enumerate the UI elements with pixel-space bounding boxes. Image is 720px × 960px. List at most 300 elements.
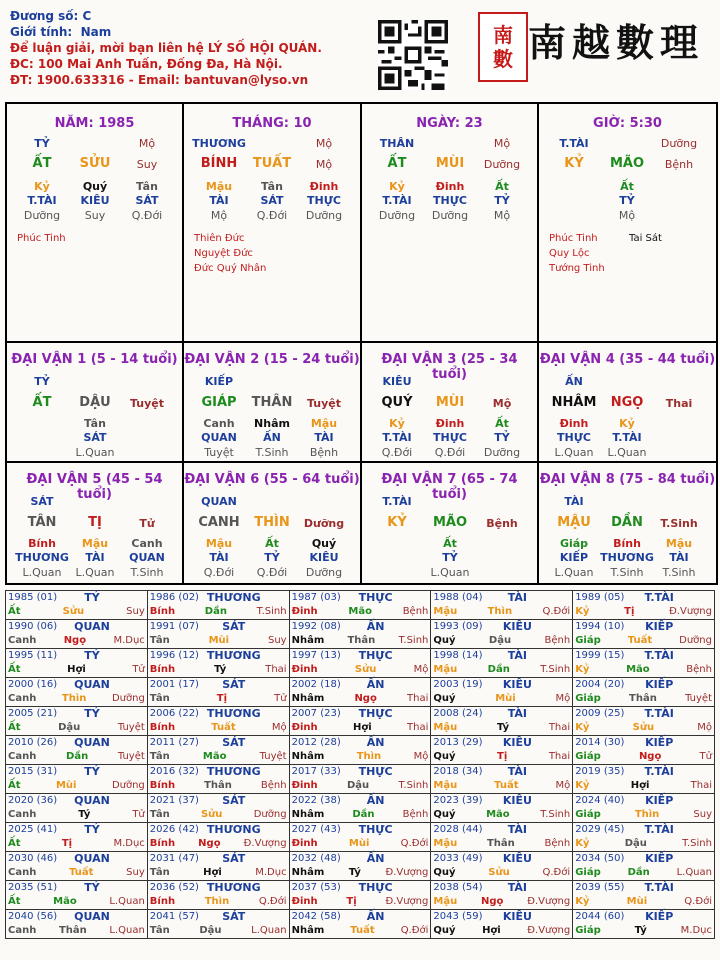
year-cell [6, 649, 148, 678]
year-stem: Giáp [575, 693, 601, 704]
dai-van-state: Mộ [492, 397, 512, 410]
year-ten-god: TỶ [84, 707, 100, 720]
hidden-stem: Bính [613, 537, 641, 550]
year-label: 2034 (50) [575, 853, 625, 864]
year-state: Bệnh [544, 635, 571, 646]
year-branch: Tý [634, 925, 647, 936]
year-branch: Dậu [346, 780, 370, 791]
hidden-state: T.Sinh [662, 566, 696, 579]
pillar-title: NĂM: 1985 [54, 116, 135, 131]
year-label: 2015 (31) [8, 766, 58, 777]
table-row [6, 649, 715, 678]
year-ten-god: THƯƠNG [206, 765, 261, 778]
year-cell [147, 881, 289, 910]
heavenly-stem: KỶ [387, 515, 407, 530]
hidden-state: T.Sinh [610, 566, 644, 579]
ten-god-top: T.TÀI [382, 495, 412, 508]
year-branch: Dần [204, 606, 227, 617]
year-cell [573, 707, 715, 736]
year-ten-god: ẤN [366, 736, 385, 749]
year-stem: Kỷ [575, 722, 590, 733]
year-state: Mộ [413, 751, 429, 762]
year-ten-god: T.TÀI [644, 707, 674, 720]
year-branch: Tuất [350, 925, 375, 936]
year-cell [147, 765, 289, 794]
year-branch: Tuất [494, 780, 519, 791]
year-ten-god: TỶ [84, 823, 100, 836]
year-ten-god: THƯƠNG [206, 591, 261, 604]
ten-god-top: THƯƠNG [192, 137, 246, 150]
year-label: 1986 (02) [149, 592, 199, 603]
hidden-stem: Mậu [310, 417, 338, 430]
year-state: Bệnh [402, 606, 429, 617]
hidden-god: TÀI [669, 551, 689, 564]
year-label: 1997 (13) [291, 650, 341, 661]
year-branch: Ngọ [354, 693, 377, 704]
heavenly-stem: CANH [198, 515, 240, 530]
dai-van-state: Tuyệt [129, 397, 165, 410]
hidden-stem: Ất [443, 537, 457, 550]
year-label: 2040 (56) [8, 911, 58, 922]
year-state: Đ.Vượng [669, 606, 712, 617]
year-state: Q.Đới [542, 606, 571, 617]
year-ten-god: TÀI [507, 707, 527, 720]
year-state: Đ.Vượng [527, 896, 571, 907]
year-ten-god: SÁT [222, 910, 246, 923]
year-label: 1996 (12) [149, 650, 199, 661]
year-label: 2007 (23) [291, 708, 341, 719]
year-ten-god: KIÊU [502, 910, 532, 923]
year-state: Đ.Vượng [243, 838, 287, 849]
year-stem: Kỷ [575, 780, 590, 791]
year-cell [147, 910, 289, 939]
year-stem: Mậu [433, 722, 458, 733]
year-label: 2020 (36) [8, 795, 58, 806]
year-state: Suy [267, 635, 287, 646]
year-label: 2001 (17) [149, 679, 199, 690]
year-cell [289, 678, 431, 707]
year-ten-god: QUAN [74, 736, 110, 749]
year-branch: Dần [352, 809, 375, 820]
year-cell [147, 707, 289, 736]
hidden-state: L.Quan [75, 566, 115, 579]
hidden-stem: Đinh [559, 417, 589, 430]
year-state: Mộ [413, 664, 429, 675]
year-ten-god: TÀI [507, 591, 527, 604]
year-ten-god: QUAN [74, 620, 110, 633]
year-stem: Tân [149, 751, 170, 762]
year-cell [6, 852, 148, 881]
hidden-god: TÀI [209, 194, 229, 207]
pillar-cell [362, 104, 539, 343]
year-label: 2030 (46) [8, 853, 58, 864]
year-branch: Thìn [634, 809, 660, 820]
year-ten-god: KIÊU [502, 736, 532, 749]
hidden-stem: Kỷ [389, 417, 405, 430]
year-ten-god: KIÊU [502, 794, 532, 807]
hidden-god: T.TÀI [382, 194, 412, 207]
year-label: 2017 (33) [291, 766, 341, 777]
year-cell [431, 620, 573, 649]
dai-van-title: ĐẠI VẬN 3 (25 - 34 tuổi) [381, 352, 518, 382]
hidden-stem: Ất [265, 537, 279, 550]
year-label: 2004 (20) [575, 679, 625, 690]
year-state: L.Quan [109, 925, 145, 936]
year-ten-god: KIÊU [502, 852, 532, 865]
dai-van-cell [184, 343, 362, 463]
star-name: Nguyệt Đức [194, 248, 253, 259]
year-ten-god: SÁT [222, 620, 246, 633]
qr-code-icon[interactable] [378, 20, 448, 90]
year-stem: Bính [149, 838, 176, 849]
year-stem: Đinh [291, 664, 318, 675]
table-row [6, 765, 715, 794]
year-branch: Sửu [632, 722, 655, 733]
year-branch: Hợi [67, 664, 86, 675]
hidden-god: ẤN [263, 431, 281, 444]
year-state: Mộ [271, 722, 287, 733]
year-ten-god: TỶ [84, 881, 100, 894]
pillar-title: NGÀY: 23 [416, 116, 483, 131]
year-ten-god: ẤN [366, 794, 385, 807]
year-stem: Kỷ [575, 896, 590, 907]
year-ten-god: T.TÀI [644, 591, 674, 604]
year-label: 2028 (44) [433, 824, 483, 835]
hidden-state: Dưỡng [305, 209, 343, 222]
year-branch: Thân [486, 838, 515, 849]
year-state: T.Sinh [398, 635, 429, 646]
year-branch: Sửu [200, 809, 223, 820]
year-label: 2009 (25) [575, 708, 625, 719]
hidden-stem: Quý [311, 537, 337, 550]
hidden-stem: Đinh [435, 180, 465, 193]
year-branch: Ngọ [198, 838, 221, 849]
year-stem: Kỷ [575, 606, 590, 617]
year-stem: Bính [149, 722, 176, 733]
hidden-stem: Đinh [435, 417, 465, 430]
hidden-stem: Đinh [309, 180, 339, 193]
year-ten-god: THỰC [358, 591, 393, 604]
seal-stamp: 南 數 [478, 12, 528, 82]
year-cell [6, 678, 148, 707]
heavenly-stem: BÍNH [200, 156, 238, 171]
year-ten-god: TÀI [507, 649, 527, 662]
year-label: 1995 (11) [8, 650, 58, 661]
heavenly-stem: KỶ [564, 156, 584, 171]
year-stem: Ất [8, 896, 21, 907]
year-stem: Bính [149, 780, 176, 791]
hidden-state: Tuyệt [204, 446, 234, 459]
year-ten-god: THỰC [358, 881, 393, 894]
year-cell [573, 736, 715, 765]
year-branch: Hợi [353, 722, 372, 733]
year-stem: Ất [8, 722, 21, 733]
year-cell [147, 823, 289, 852]
year-state: T.Sinh [398, 780, 429, 791]
year-cell [573, 678, 715, 707]
year-branch: Dậu [624, 838, 647, 849]
year-branch: Sửu [488, 867, 510, 878]
year-stem: Tân [149, 809, 170, 820]
dai-van-title: ĐẠI VẬN 8 (75 - 84 tuổi) [539, 472, 716, 487]
year-label: 1985 (01) [8, 592, 58, 603]
hidden-god: SÁT [135, 194, 159, 207]
dai-van-state: Tuyệt [306, 397, 342, 410]
star-name: Phúc Tinh [549, 233, 598, 244]
earthly-branch: TUẤT [252, 156, 292, 171]
year-label: 1993 (09) [433, 621, 483, 632]
hidden-state: Dưỡng [23, 209, 61, 222]
year-branch: Mùi [55, 780, 77, 791]
year-label: 2026 (42) [149, 824, 199, 835]
year-stem: Ất [8, 838, 21, 849]
year-state: Mộ [697, 722, 712, 733]
year-ten-god: SÁT [222, 736, 246, 749]
year-cell [147, 649, 289, 678]
year-ten-god: ẤN [366, 852, 385, 865]
year-cell [147, 794, 289, 823]
year-label: 2013 (29) [433, 737, 483, 748]
year-state: Suy [693, 809, 712, 820]
star-name: Tướng Tinh [549, 263, 605, 274]
year-ten-god: QUAN [74, 910, 110, 923]
year-branch: Dậu [488, 635, 512, 646]
hidden-stem: Ất [620, 180, 634, 193]
year-stem: Quý [433, 751, 456, 762]
year-ten-god: T.TÀI [644, 823, 674, 836]
year-ten-god: QUAN [74, 794, 110, 807]
year-cell [573, 765, 715, 794]
year-cell [289, 707, 431, 736]
year-label: 1990 (06) [8, 621, 58, 632]
year-state: L.Quan [676, 867, 712, 878]
hidden-state: Suy [84, 209, 106, 222]
pillar-cell [184, 104, 362, 343]
year-state: Tuyệt [117, 751, 145, 762]
hidden-state: T.Sinh [130, 566, 164, 579]
year-branch: Thìn [61, 693, 87, 704]
year-label: 2024 (40) [575, 795, 625, 806]
hidden-state: Mộ [493, 209, 511, 222]
hidden-state: Q.Đới [256, 566, 288, 579]
year-branch: Thân [58, 925, 87, 936]
year-state: Q.Đới [400, 925, 429, 936]
year-state: Tử [274, 693, 287, 704]
year-branch: Hợi [630, 780, 650, 791]
pillar-title: GIỜ: 5:30 [593, 116, 662, 131]
table-row [6, 852, 715, 881]
dai-van-state: Thai [665, 397, 693, 410]
year-stem: Kỷ [575, 838, 590, 849]
pillar-right-top: Mộ [315, 137, 333, 150]
year-stem: Đinh [291, 606, 318, 617]
year-stem: Nhâm [291, 751, 325, 762]
year-branch: Tị [216, 693, 228, 704]
year-stem: Canh [8, 751, 37, 762]
year-label: 1988 (04) [433, 592, 483, 603]
year-label: 1999 (15) [575, 650, 625, 661]
year-state: Thai [407, 722, 429, 733]
star-name: Quy Lộc [549, 248, 590, 259]
year-state: T.Sinh [682, 838, 712, 849]
dai-van-cell [362, 463, 539, 583]
hidden-state: Dưỡng [305, 566, 343, 579]
earthly-branch: THÂN [251, 395, 293, 410]
year-ten-god: ẤN [366, 678, 385, 691]
year-stem: Quý [433, 809, 456, 820]
year-branch: Mùi [626, 896, 648, 907]
hidden-state: Q.Đới [203, 566, 235, 579]
year-stem: Ất [8, 664, 21, 675]
earthly-branch: TỊ [88, 515, 102, 530]
year-cell [289, 765, 431, 794]
dai-van-title: ĐẠI VẬN 2 (15 - 24 tuổi) [184, 352, 360, 367]
hidden-stem: Ất [495, 180, 509, 193]
dai-van-title: ĐẠI VẬN 6 (55 - 64 tuổi) [184, 472, 360, 487]
hidden-stem: Mậu [205, 180, 233, 193]
table-row [6, 678, 715, 707]
pillar-cell [539, 104, 716, 343]
hidden-state: L.Quan [554, 566, 594, 579]
heavenly-stem: MẬU [557, 515, 591, 530]
hidden-state: Dưỡng [483, 446, 521, 459]
dai-van-title: ĐẠI VẬN 7 (65 - 74 tuổi) [381, 472, 518, 502]
year-label: 2025 (41) [8, 824, 58, 835]
ten-god-top: QUAN [201, 495, 237, 508]
year-label: 1998 (14) [433, 650, 483, 661]
year-state: L.Quan [109, 896, 145, 907]
year-ten-god: TÀI [507, 881, 527, 894]
pillar-title: THÁNG: 10 [232, 116, 312, 131]
hidden-god: T.TÀI [27, 194, 57, 207]
hidden-god: TÀI [209, 551, 229, 564]
hidden-god: THỰC [557, 431, 591, 444]
hidden-stem: Tân [84, 417, 106, 430]
year-state: Q.Đới [258, 896, 287, 907]
year-label: 2023 (39) [433, 795, 483, 806]
year-stem: Tân [149, 693, 170, 704]
year-label: 2032 (48) [291, 853, 341, 864]
hidden-stem: Giáp [559, 537, 589, 550]
header-info [10, 8, 322, 88]
year-label: 2029 (45) [575, 824, 625, 835]
year-cell [573, 823, 715, 852]
year-stem: Bính [149, 664, 176, 675]
year-cell [431, 591, 573, 620]
dai-van-title: ĐẠI VẬN 4 (35 - 44 tuổi) [539, 352, 716, 367]
year-cell [147, 852, 289, 881]
year-cell [289, 736, 431, 765]
year-branch: Dần [627, 867, 650, 878]
year-state: Bệnh [686, 664, 712, 675]
year-branch: Tuất [211, 722, 236, 733]
dai-van-cell [7, 343, 184, 463]
year-label: 2006 (22) [149, 708, 199, 719]
hidden-stem: Mậu [205, 537, 233, 550]
ten-god-top: SÁT [30, 495, 54, 508]
year-stem: Nhâm [291, 925, 325, 936]
year-branch: Tuất [69, 867, 94, 878]
dai-van-state: Tử [139, 517, 155, 530]
year-cell [431, 707, 573, 736]
year-table [5, 590, 715, 939]
year-label: 2012 (28) [291, 737, 341, 748]
year-ten-god: TỶ [84, 649, 100, 662]
year-stem: Canh [8, 635, 37, 646]
heavenly-stem: ẤT [32, 395, 52, 410]
year-cell [431, 678, 573, 707]
year-label: 2011 (27) [149, 737, 199, 748]
year-state: Mộ [555, 693, 571, 704]
year-cell [6, 765, 148, 794]
ten-god-top: ẤN [565, 375, 583, 388]
year-label: 2035 (51) [8, 882, 58, 893]
year-state: Mộ [555, 780, 571, 791]
year-state: T.Sinh [540, 664, 571, 675]
owner-name: Đương số: C [10, 9, 92, 23]
pillar-right-top: Mộ [138, 137, 156, 150]
year-label: 2000 (16) [8, 679, 58, 690]
table-row [6, 881, 715, 910]
hidden-god: KIẾP [559, 551, 589, 564]
year-cell [6, 823, 148, 852]
earthly-branch: DẬU [79, 395, 111, 410]
year-cell [431, 910, 573, 939]
year-stem: Ất [8, 780, 21, 791]
year-cell [289, 620, 431, 649]
year-branch: Mão [486, 809, 510, 820]
contact-line: Để luận giải, mời bạn liên hệ LÝ SỐ HỘI QUÁN. [10, 41, 322, 55]
year-state: Suy [126, 867, 145, 878]
hidden-god: T.TÀI [612, 431, 642, 444]
hidden-god: KIÊU [309, 551, 339, 564]
hidden-stem: Ất [495, 417, 509, 430]
earthly-branch: NGỌ [610, 395, 644, 410]
year-state: Tử [132, 664, 145, 675]
year-state: T.Sinh [540, 809, 571, 820]
year-stem: Tân [149, 635, 170, 646]
year-branch: Tị [497, 751, 508, 762]
earthly-branch: SỬU [79, 156, 111, 171]
hidden-state: Q.Đới [434, 446, 466, 459]
year-label: 2003 (19) [433, 679, 483, 690]
hidden-stem: Canh [131, 537, 163, 550]
dai-van-title: ĐẠI VẬN 5 (45 - 54 tuổi) [26, 472, 163, 502]
earthly-branch: MÙI [435, 156, 465, 171]
year-branch: Mão [53, 896, 77, 907]
year-stem: Nhâm [291, 809, 325, 820]
year-state: M.Dục [113, 838, 145, 849]
year-label: 1989 (05) [575, 592, 625, 603]
dai-van-title: ĐẠI VẬN 1 (5 - 14 tuổi) [11, 352, 178, 367]
year-label: 2039 (55) [575, 882, 625, 893]
year-cell [147, 591, 289, 620]
pillar-right-top: Mộ [493, 137, 511, 150]
year-cell [573, 620, 715, 649]
year-stem: Nhâm [291, 693, 325, 704]
year-cell [147, 620, 289, 649]
year-branch: Hợi [203, 867, 222, 878]
hidden-state: Mộ [210, 209, 228, 222]
year-label: 1994 (10) [575, 621, 625, 632]
year-branch: Tuất [627, 635, 653, 646]
year-label: 1991 (07) [149, 621, 199, 632]
hidden-god: SÁT [83, 431, 107, 444]
year-ten-god: KIẾP [645, 910, 674, 923]
year-state: Dưỡng [253, 809, 287, 820]
hidden-god: TÀI [314, 431, 334, 444]
heavenly-stem: ẤT [32, 156, 52, 171]
